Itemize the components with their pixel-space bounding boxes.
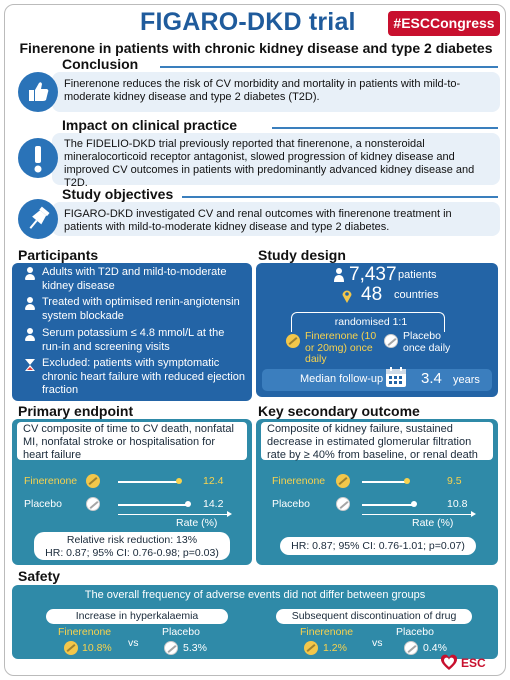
discontinuation-placebo-value: 0.4%	[423, 642, 447, 654]
secondary-heading: Key secondary outcome	[258, 403, 420, 419]
discontinuation-title: Subsequent discontinuation of drug	[291, 610, 457, 622]
placebo-pill-icon	[404, 641, 418, 655]
objectives-box	[52, 202, 500, 236]
secondary-hr: HR: 0.87; 95% CI: 0.76-1.01; p=0.07)	[291, 540, 465, 552]
primary-finerenone-value: 12.4	[203, 475, 224, 487]
primary-finerenone-marker	[176, 478, 182, 484]
location-pin-icon	[342, 289, 352, 303]
discontinuation-vs: vs	[372, 637, 383, 649]
thumbs-up-icon	[18, 72, 58, 112]
secondary-placebo-bar	[362, 504, 414, 506]
page-subtitle: Finerenone in patients with chronic kidney disease and type 2 diabetes	[19, 40, 493, 56]
person-icon	[24, 297, 36, 311]
conclusion-text: Finerenone reduces the risk of CV morbidity and mortality in patients with mild-to-moderate kidney disease and type 2 diabetes (T2D).	[64, 78, 461, 103]
primary-rrr: Relative risk reduction: 13%	[66, 534, 198, 546]
hyperkalaemia-finerenone-value: 10.8%	[82, 642, 112, 654]
secondary-description-box	[261, 422, 493, 460]
objectives-heading: Study objectives	[62, 186, 174, 202]
secondary-description: Composite of kidney failure, sustained decrease in estimated glomerular filtration rate by ≥ 40% from baseline, or renal death	[267, 423, 478, 461]
conclusion-divider	[160, 66, 498, 68]
secondary-finerenone-label: Finerenone	[272, 475, 326, 487]
hyperkalaemia-title: Increase in hyperkalaemia	[75, 610, 199, 622]
placebo-pill-icon	[164, 641, 178, 655]
calendar-icon	[385, 366, 407, 388]
primary-placebo-label: Placebo	[24, 498, 62, 510]
primary-finerenone-label: Finerenone	[24, 475, 78, 487]
followup-value: 3.4	[421, 370, 442, 387]
objectives-divider	[182, 196, 498, 198]
safety-heading: Safety	[18, 568, 61, 584]
esc-logo-text: ESC	[461, 656, 486, 670]
finerenone-pill-icon	[86, 474, 100, 488]
secondary-axis-label: Rate (%)	[412, 517, 454, 529]
impact-heading: Impact on clinical practice	[62, 117, 238, 133]
discontinuation-finerenone-label: Finerenone	[300, 626, 354, 638]
secondary-axis-arrow	[362, 514, 474, 515]
finerenone-pill-icon	[304, 641, 318, 655]
discontinuation-finerenone-value: 1.2%	[323, 642, 347, 654]
primary-axis-arrow	[118, 514, 230, 515]
primary-placebo-value: 14.2	[203, 498, 224, 510]
finerenone-pill-icon	[286, 334, 300, 348]
safety-banner: The overall frequency of adverse events did not differ between groups	[84, 589, 426, 601]
secondary-finerenone-bar	[362, 481, 407, 483]
secondary-placebo-value: 10.8	[447, 498, 468, 510]
impact-divider	[272, 127, 498, 129]
primary-description: CV composite of time to CV death, nonfatal MI, nonfatal stroke or hospitalisation for heart failure	[23, 423, 234, 461]
pin-icon	[18, 199, 58, 239]
secondary-stats-pill	[280, 537, 476, 555]
patients-count: 7,437	[349, 264, 397, 285]
hyperkalaemia-vs: vs	[128, 637, 139, 649]
participants-heading: Participants	[18, 247, 99, 263]
primary-finerenone-bar	[118, 481, 179, 483]
primary-axis-label: Rate (%)	[176, 517, 218, 529]
placebo-pill-icon	[336, 497, 350, 511]
page-title: FIGARO-DKD trial	[140, 8, 356, 36]
patients-icon	[334, 268, 344, 282]
design-heading: Study design	[258, 247, 346, 263]
primary-placebo-bar	[118, 504, 188, 506]
secondary-finerenone-value: 9.5	[447, 475, 462, 487]
participant-item: Serum potassium ≤ 4.8 mmol/L at the run-in and screening visits	[24, 327, 246, 354]
hourglass-icon	[24, 358, 36, 372]
hyperkalaemia-title-pill	[46, 609, 228, 624]
followup-unit: years	[453, 374, 480, 386]
congress-hashtag-badge: #ESCCongress	[388, 11, 500, 36]
finerenone-arm: Finerenone (10 or 20mg) once daily	[305, 330, 377, 365]
primary-description-box	[17, 422, 247, 460]
primary-hr: HR: 0.87; 95% CI: 0.76-0.98; p=0.03)	[45, 546, 219, 559]
secondary-placebo-label: Placebo	[272, 498, 310, 510]
conclusion-heading: Conclusion	[62, 56, 139, 72]
followup-label: Median follow-up	[300, 373, 384, 385]
participant-item: Excluded: patients with symptomatic chronic heart failure with reduced ejection fraction	[24, 357, 246, 398]
person-icon	[24, 328, 36, 342]
exclamation-icon	[18, 138, 58, 178]
placebo-pill-icon	[86, 497, 100, 511]
discontinuation-placebo-label: Placebo	[396, 626, 434, 638]
participant-item: Treated with optimised renin-angiotensin system blockade	[24, 296, 246, 323]
placebo-pill-icon	[384, 334, 398, 348]
objectives-text: FIGARO-DKD investigated CV and renal outcomes with finerenone treatment in patients with mild-to-moderate kidney disease and type 2 diabetes.	[64, 208, 452, 233]
participant-item: Adults with T2D and mild-to-moderate kidney disease	[24, 266, 246, 293]
countries-label: countries	[394, 289, 439, 301]
hyperkalaemia-placebo-value: 5.3%	[183, 642, 207, 654]
person-icon	[24, 267, 36, 281]
primary-stats-pill	[34, 532, 230, 560]
finerenone-pill-icon	[64, 641, 78, 655]
impact-text: The FIDELIO-DKD trial previously reported that finerenone, a nonsteroidal mineralocorticoid receptor antagonist, slowed progression of kidney disease and improved CV outcomes in patients with predominantly advanced kidney disease and T2D.	[64, 138, 475, 189]
impact-box	[52, 133, 500, 189]
countries-count: 48	[361, 284, 383, 305]
esc-heart-logo-icon	[440, 654, 458, 672]
hyperkalaemia-finerenone-label: Finerenone	[58, 626, 112, 638]
placebo-arm: Placebo once daily	[403, 330, 451, 354]
randomised-label: randomised 1:1	[331, 315, 411, 329]
primary-heading: Primary endpoint	[18, 403, 134, 419]
hyperkalaemia-placebo-label: Placebo	[162, 626, 200, 638]
conclusion-box	[52, 72, 500, 112]
finerenone-pill-icon	[336, 474, 350, 488]
discontinuation-title-pill	[276, 609, 472, 624]
patients-label: patients	[398, 269, 437, 281]
